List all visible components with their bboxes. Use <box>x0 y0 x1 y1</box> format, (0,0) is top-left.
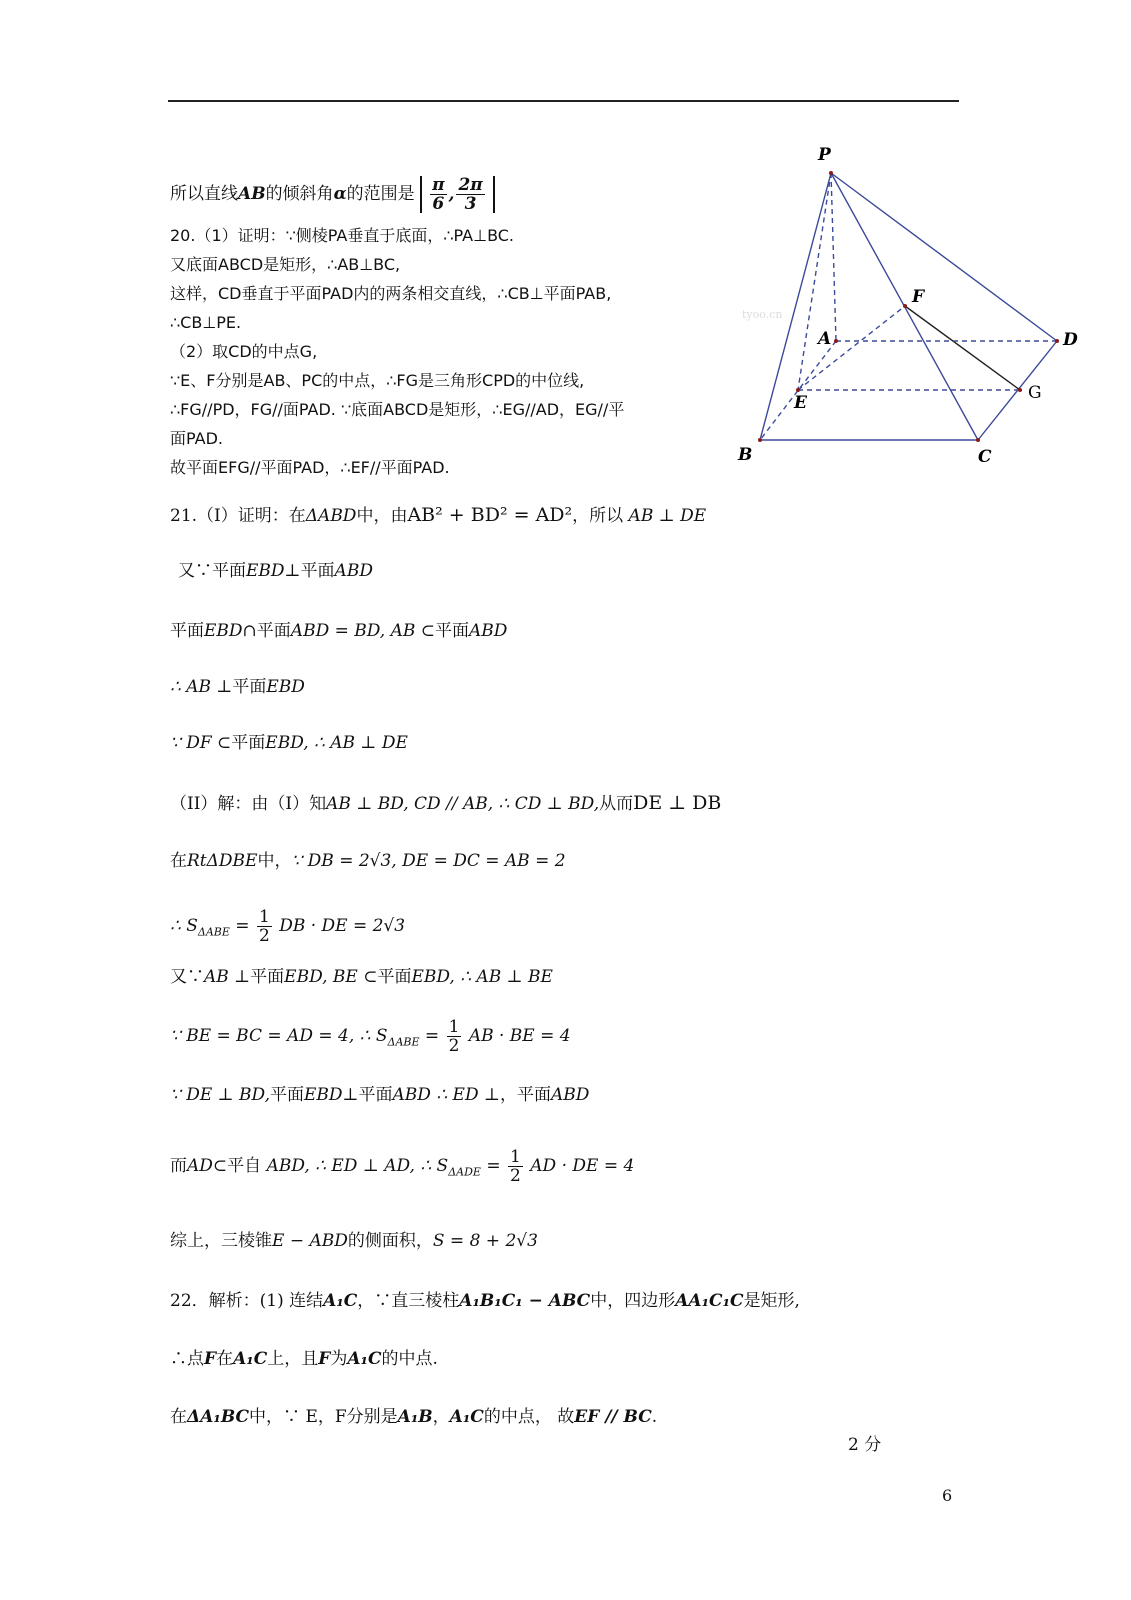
math: ABD = BD, AB ⊂ <box>290 621 435 641</box>
text-line-9: 面PAD. <box>170 429 223 448</box>
math: AD <box>187 1156 213 1176</box>
edge-PE <box>798 173 831 390</box>
text: 的侧面积， <box>347 1231 433 1251</box>
text: 在 <box>216 1349 234 1369</box>
text: （II）解：由（I）知 <box>170 794 327 814</box>
math: A₁C <box>323 1291 358 1311</box>
math-equation: AB² + BD² = AD² <box>407 504 573 526</box>
math: AB · BE = 4 <box>468 1026 571 1046</box>
denominator: 3 <box>464 194 477 214</box>
text: 是矩形, <box>743 1291 800 1311</box>
math: = <box>229 916 250 936</box>
point-C <box>976 438 980 442</box>
numerator: 1 <box>258 907 270 927</box>
math: AA₁C₁C <box>675 1291 744 1311</box>
text: ，平面 <box>500 1085 551 1105</box>
numerator: 1 <box>448 1017 460 1037</box>
text-line-18 <box>170 906 405 952</box>
math: EBD <box>266 677 305 697</box>
score-label: 2 分 <box>848 1435 882 1455</box>
fraction-pi-6 <box>430 176 446 213</box>
math: A₁C <box>347 1349 382 1369</box>
math: ΔABD <box>305 506 357 526</box>
math: ABD ∴ ED ⊥ <box>392 1085 500 1105</box>
denominator: 6 <box>432 194 445 214</box>
text: 上，且 <box>267 1349 319 1369</box>
math: A₁C <box>233 1349 268 1369</box>
text-line-16 <box>170 792 721 815</box>
text: 又∵ <box>170 967 204 987</box>
range-interval: $\frac{\pi}{6}$ , $\frac{2\pi}{3}$ <box>420 176 495 213</box>
text: ，所以 <box>572 506 624 526</box>
math: S = 8 + 2√3 <box>432 1231 538 1251</box>
text: 中，由 <box>356 506 408 526</box>
label-P: P <box>818 145 831 165</box>
math: EF // BC <box>574 1407 652 1427</box>
text: 平面 <box>377 967 412 987</box>
text: 的范围是 <box>346 184 415 204</box>
text: ⊥平面 <box>342 1085 393 1105</box>
label-C: C <box>978 447 992 467</box>
math: ∵ DB = 2√3, DE = DC = AB = 2 <box>291 851 566 871</box>
text: . <box>651 1407 658 1427</box>
math: AB ⊥ BD, CD // AB, ∴ CD ⊥ BD, <box>326 794 600 814</box>
numerator: 2π <box>458 175 483 195</box>
text: 的中点， 故 <box>483 1407 575 1427</box>
text-line-5: ∴CB⊥PE. <box>170 313 242 332</box>
math: F <box>318 1349 331 1369</box>
text: ， <box>432 1407 450 1427</box>
numerator: 1 <box>510 1147 521 1167</box>
math-subscript: ΔABE <box>387 1035 420 1049</box>
denominator: 2 <box>258 926 270 946</box>
math: = <box>480 1156 501 1176</box>
math: ∵ BE = BC = AD = 4, ∴ S <box>170 1026 388 1046</box>
point-D <box>1055 339 1059 343</box>
math: ABD <box>469 621 508 641</box>
watermark: tyoo.cn <box>742 308 783 321</box>
text: 为 <box>330 1349 348 1369</box>
point-B <box>758 438 762 442</box>
text-line-11 <box>170 504 706 527</box>
text: 中，四边形 <box>590 1291 676 1311</box>
label-B: B <box>738 445 753 465</box>
text: 平面 <box>250 967 285 987</box>
math: = <box>419 1026 440 1046</box>
text-line-1 <box>170 176 495 213</box>
text: ⊥平面 <box>284 561 335 581</box>
text-line-17 <box>170 850 566 872</box>
math: EBD, ∴ AB ⊥ BE <box>411 967 553 987</box>
text-line-21 <box>170 1084 589 1106</box>
point-F <box>903 304 907 308</box>
edge-PD <box>831 173 1057 341</box>
edge-EF <box>798 306 905 390</box>
text: ，∵直三棱柱 <box>357 1291 460 1311</box>
math-subscript: ΔADE <box>448 1165 481 1179</box>
text-line-7: ∵E、F分别是AB、PC的中点，∴FG是三角形CPD的中位线, <box>170 371 585 390</box>
text: 的中点. <box>381 1349 438 1369</box>
text: 中， <box>257 851 292 871</box>
math: ∴ S <box>170 916 198 936</box>
text: 平面 <box>269 1085 304 1105</box>
text: 的倾斜角 <box>265 184 334 204</box>
label-A: A <box>818 329 832 349</box>
denominator: 2 <box>448 1036 460 1056</box>
text-line-12 <box>178 560 373 582</box>
math: DE ⊥ DB <box>633 792 722 814</box>
edge-FG <box>905 306 1020 390</box>
edge-PA <box>831 173 836 341</box>
text: ∴点 <box>170 1349 204 1369</box>
text: 在 <box>170 851 187 871</box>
text-line-3: 又底面ABCD是矩形，∴AB⊥BC, <box>170 255 401 274</box>
math: A₁C <box>449 1407 484 1427</box>
math: ∴ AB ⊥ <box>170 677 233 697</box>
math: AD · DE = 4 <box>530 1156 635 1176</box>
text-line-6: （2）取CD的中点G, <box>170 342 318 361</box>
numerator: π <box>432 175 445 195</box>
text-line-24 <box>170 1290 800 1312</box>
label-D: D <box>1063 330 1078 350</box>
math: F <box>204 1349 217 1369</box>
text: 22．解析：(1) 连结 <box>170 1291 324 1311</box>
text-line-13 <box>170 620 507 642</box>
math: RtΔDBE <box>187 851 258 871</box>
math: AB ⊥ DE <box>628 506 707 526</box>
label-E: E <box>794 393 807 413</box>
label-F: F <box>912 287 925 307</box>
math: EBD, BE ⊂ <box>284 967 378 987</box>
text: 在 <box>170 1407 187 1427</box>
text-line-15 <box>170 732 408 754</box>
page-number: 6 <box>942 1486 953 1505</box>
text: 又∵平面 <box>178 561 246 581</box>
text: 从而 <box>599 794 634 814</box>
text-line-19 <box>170 966 553 988</box>
text: 平面 <box>435 621 469 641</box>
fraction-half <box>508 1148 523 1185</box>
math: ABD <box>551 1085 590 1105</box>
math: EBD <box>246 561 285 581</box>
math-subscript: ΔABE <box>197 925 230 939</box>
math: DB · DE = 2√3 <box>279 916 406 936</box>
text-line-23 <box>170 1230 538 1252</box>
text-line-10: 故平面EFG//平面PAD，∴EF//平面PAD. <box>170 458 450 477</box>
text: ⊂平自 <box>212 1156 262 1176</box>
point-E <box>796 388 800 392</box>
math: ΔA₁BC <box>187 1407 250 1427</box>
math: ABD, ∴ ED ⊥ AD, ∴ S <box>266 1156 449 1176</box>
fraction-half <box>447 1018 462 1055</box>
point-G <box>1018 388 1022 392</box>
math: A₁B <box>397 1407 433 1427</box>
text: 平面 <box>256 621 291 641</box>
denominator: 2 <box>510 1166 521 1186</box>
point-P <box>829 171 833 175</box>
fraction-half <box>257 908 272 945</box>
math: EBD <box>204 621 243 641</box>
fraction-2pi-3 <box>456 176 484 213</box>
text: 中，∵ E，F分别是 <box>249 1407 398 1427</box>
point-A <box>834 339 838 343</box>
math: ∩ <box>242 621 257 641</box>
math: EBD, ∴ AB ⊥ DE <box>265 733 408 753</box>
header-rule <box>168 100 959 102</box>
text: 平面 <box>232 677 267 697</box>
text: 而 <box>170 1156 187 1176</box>
math-ab: AB <box>238 184 266 204</box>
math: A₁B₁C₁ − ABC <box>459 1291 591 1311</box>
text-line-14 <box>170 676 305 698</box>
text-line-2: 20.（1）证明：∵侧棱PA垂直于底面，∴PA⊥BC. <box>170 226 515 245</box>
math: EBD <box>303 1085 343 1105</box>
label-G: G <box>1028 383 1042 403</box>
text-line-20 <box>170 1016 571 1062</box>
math: E − ABD <box>272 1231 348 1251</box>
text-line-4: 这样，CD垂直于平面PAD内的两条相交直线，∴CB⊥平面PAB, <box>170 284 612 303</box>
text: 综上，三棱锥 <box>170 1231 272 1251</box>
math: ABD <box>334 561 373 581</box>
math: AB ⊥ <box>204 967 251 987</box>
math: ∵ DF ⊂ <box>170 733 232 753</box>
text: 平面 <box>231 733 266 753</box>
text-line-26 <box>170 1406 657 1428</box>
math-alpha: α <box>333 184 347 204</box>
pyramid-figure <box>730 140 1100 480</box>
text: 平面 <box>170 621 204 641</box>
text-line-25 <box>170 1348 438 1370</box>
text-line-22 <box>170 1146 634 1192</box>
math: ∵ DE ⊥ BD, <box>170 1085 270 1105</box>
text: 21.（I）证明：在 <box>170 506 306 526</box>
text-line-8: ∴FG//PD，FG//面PAD. ∵底面ABCD是矩形，∴EG//AD，EG//平 <box>170 400 625 419</box>
text: 所以直线 <box>170 184 238 204</box>
